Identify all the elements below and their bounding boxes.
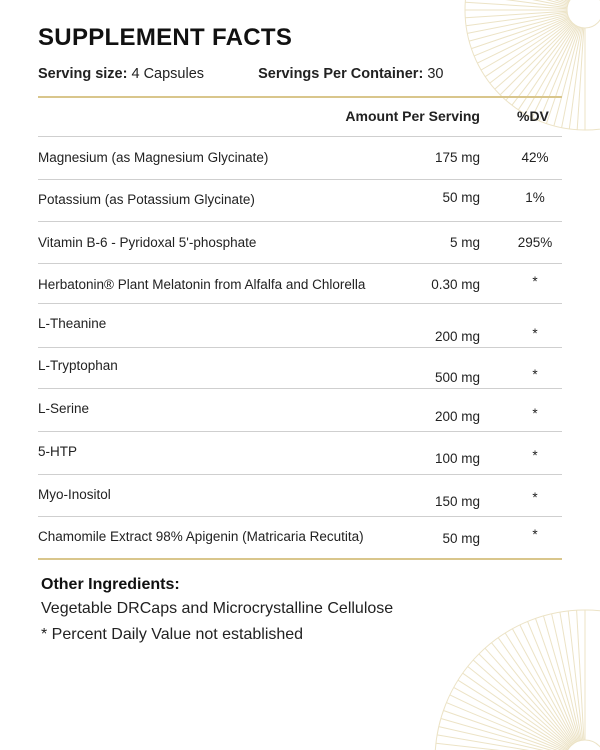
row-divider [38,221,562,222]
ingredient-dv: 42% [521,150,549,165]
ingredient-amount: 50 mg [442,531,480,546]
row-divider [38,179,562,180]
ingredient-name: Chamomile Extract 98% Apigenin (Matricaria Recutita) [38,529,364,544]
row-divider [38,431,562,432]
ingredient-name: 5-HTP [38,444,78,459]
ingredient-dv: * [532,367,538,382]
amount-per-serving-header: Amount Per Serving [345,108,480,124]
ingredient-amount: 175 mg [434,150,480,165]
gold-divider-bottom [38,558,562,560]
ingredient-amount: 100 mg [434,451,480,466]
ingredient-name: Herbatonin® Plant Melatonin from Alfalfa and Chlorella [38,277,366,292]
ingredient-amount: 5 mg [449,235,480,250]
other-ingredients-text: Vegetable DRCaps and Microcrystalline Cellulose [41,600,394,617]
serving-size-value: 4 Capsules [131,66,205,82]
servings-per-container-value: 30 [427,66,444,82]
row-divider [38,388,562,389]
ingredient-name: L-Serine [38,401,90,416]
servings-per-container-label: Servings Per Container: [258,66,424,82]
dv-footnote: * Percent Daily Value not established [41,626,304,643]
ingredient-amount: 500 mg [434,370,480,385]
row-divider [38,474,562,475]
ingredient-dv: 1% [525,190,545,205]
ingredient-dv: * [532,448,538,463]
ingredient-dv: * [532,274,538,289]
dv-header: %DV [517,108,549,124]
ingredient-name: Myo-Inositol [38,487,111,502]
serving-info [38,66,443,82]
row-divider [38,516,562,517]
ingredient-amount: 200 mg [434,329,480,344]
row-divider [38,347,562,348]
row-divider [38,263,562,264]
other-ingredients-title: Other Ingredients: [41,576,180,593]
serving-size-label: Serving size: [38,66,128,82]
ingredient-dv: * [532,326,538,341]
header-divider [38,136,562,137]
ingredient-name: L-Tryptophan [38,358,118,373]
ingredient-amount: 200 mg [434,409,480,424]
ingredient-name: Magnesium (as Magnesium Glycinate) [38,150,269,165]
ingredient-amount: 0.30 mg [431,277,480,292]
ingredient-dv: * [532,406,538,421]
ingredient-dv: * [532,527,538,542]
ingredient-name: Vitamin B-6 - Pyridoxal 5'-phosphate [38,235,257,250]
ingredient-amount: 150 mg [434,494,480,509]
ingredient-name: Potassium (as Potassium Glycinate) [38,192,255,207]
ingredient-amount: 50 mg [442,190,480,205]
row-divider [38,303,562,304]
ingredient-name: L-Theanine [38,316,107,331]
ingredient-dv: * [532,490,538,505]
gold-divider-top [38,96,562,98]
ingredient-dv: 295% [517,235,553,250]
page-title: SUPPLEMENT FACTS [38,24,293,51]
